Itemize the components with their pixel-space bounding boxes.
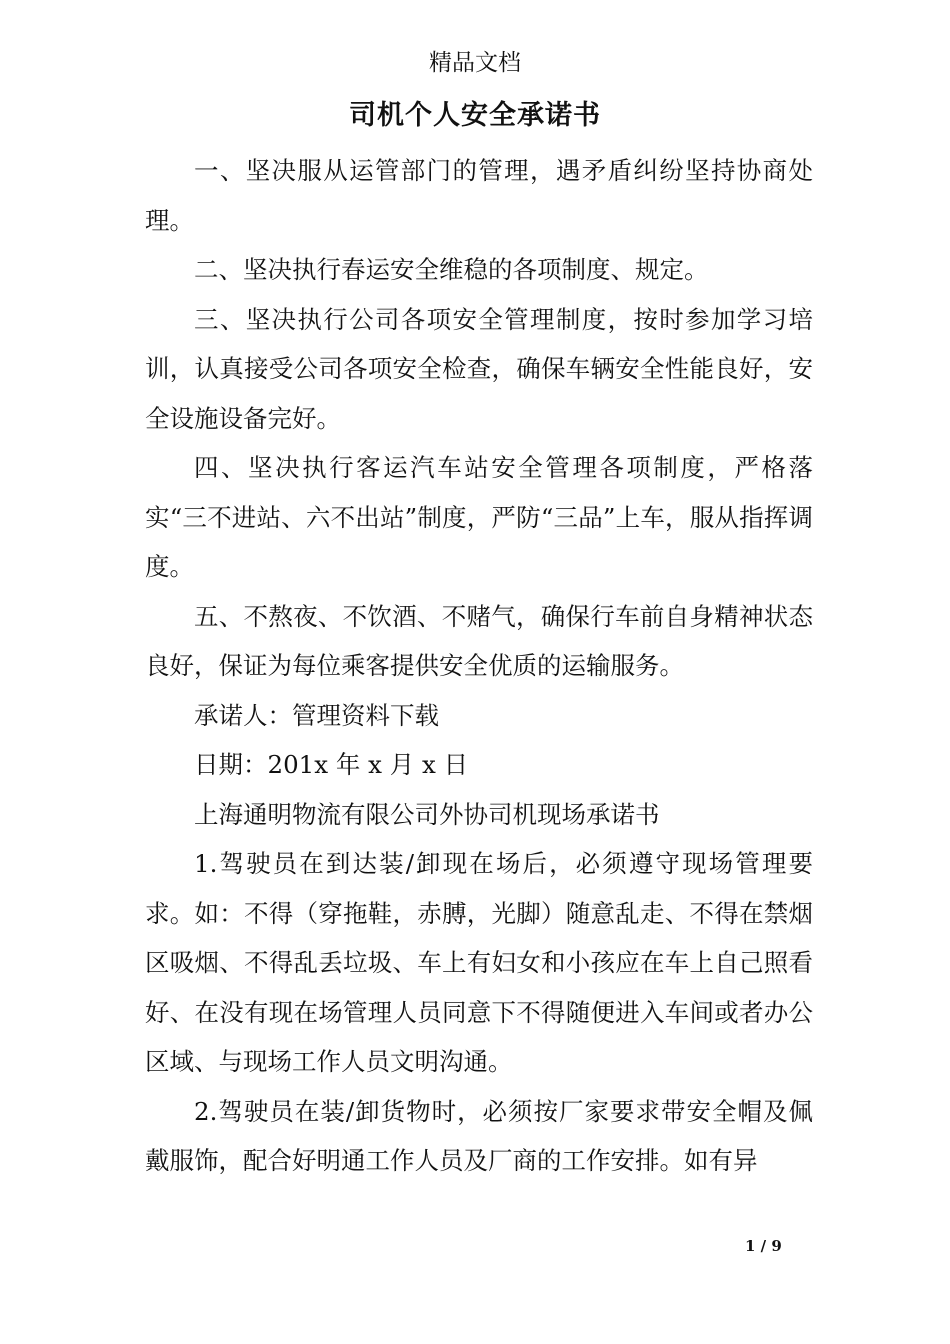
paragraph-4: 四、坚决执行客运汽车站安全管理各项制度，严格落实“三不进站、六不出站”制度，严防“三品”上车，服从指挥调度。 [145,453,813,581]
paragraph-2: 二、坚决执行春运安全维稳的各项制度、规定。 [194,255,709,284]
page-header: 精品文档 [429,50,521,76]
paragraph-rule-1: 1.驾驶员在到达装/卸现在场后，必须遵守现场管理要求。如：不得（穿拖鞋，赤膊，光脚）随意乱走、不得在禁烟区吸烟、不得乱丢垃圾、车上有妇女和小孩应在车上自己照看好、在没有现在场管理人员同意下不得随便进入车间或者办公区域、与现场工作人员文明沟通。 [145,849,813,1076]
document-title: 司机个人安全承诺书 [349,100,601,131]
paragraph-5: 五、不熬夜、不饮酒、不赌气，确保行车前自身精神状态良好，保证为每位乘客提供安全优质的运输服务。 [145,601,813,680]
paragraph-3: 三、坚决执行公司各项安全管理制度，按时参加学习培训，认真接受公司各项安全检查，确保车辆安全性能良好，安全设施设备完好。 [145,304,813,433]
subtitle-line: 上海通明物流有限公司外协司机现场承诺书 [194,799,660,829]
promisor-line: 承诺人：管理资料下载 [194,700,439,730]
date-line: 日期：201x 年 x 月 x 日 [194,750,469,779]
document-body [145,146,813,1186]
page-number: 1 / 9 [745,1237,782,1255]
paragraph-1: 一、坚决服从运管部门的管理，遇矛盾纠纷坚持协商处理。 [145,156,813,235]
paragraph-rule-2: 2.驾驶员在装/卸货物时，必须按厂家要求带安全帽及佩戴服饰，配合好明通工作人员及厂商的工作安排。如有异 [145,1096,813,1175]
